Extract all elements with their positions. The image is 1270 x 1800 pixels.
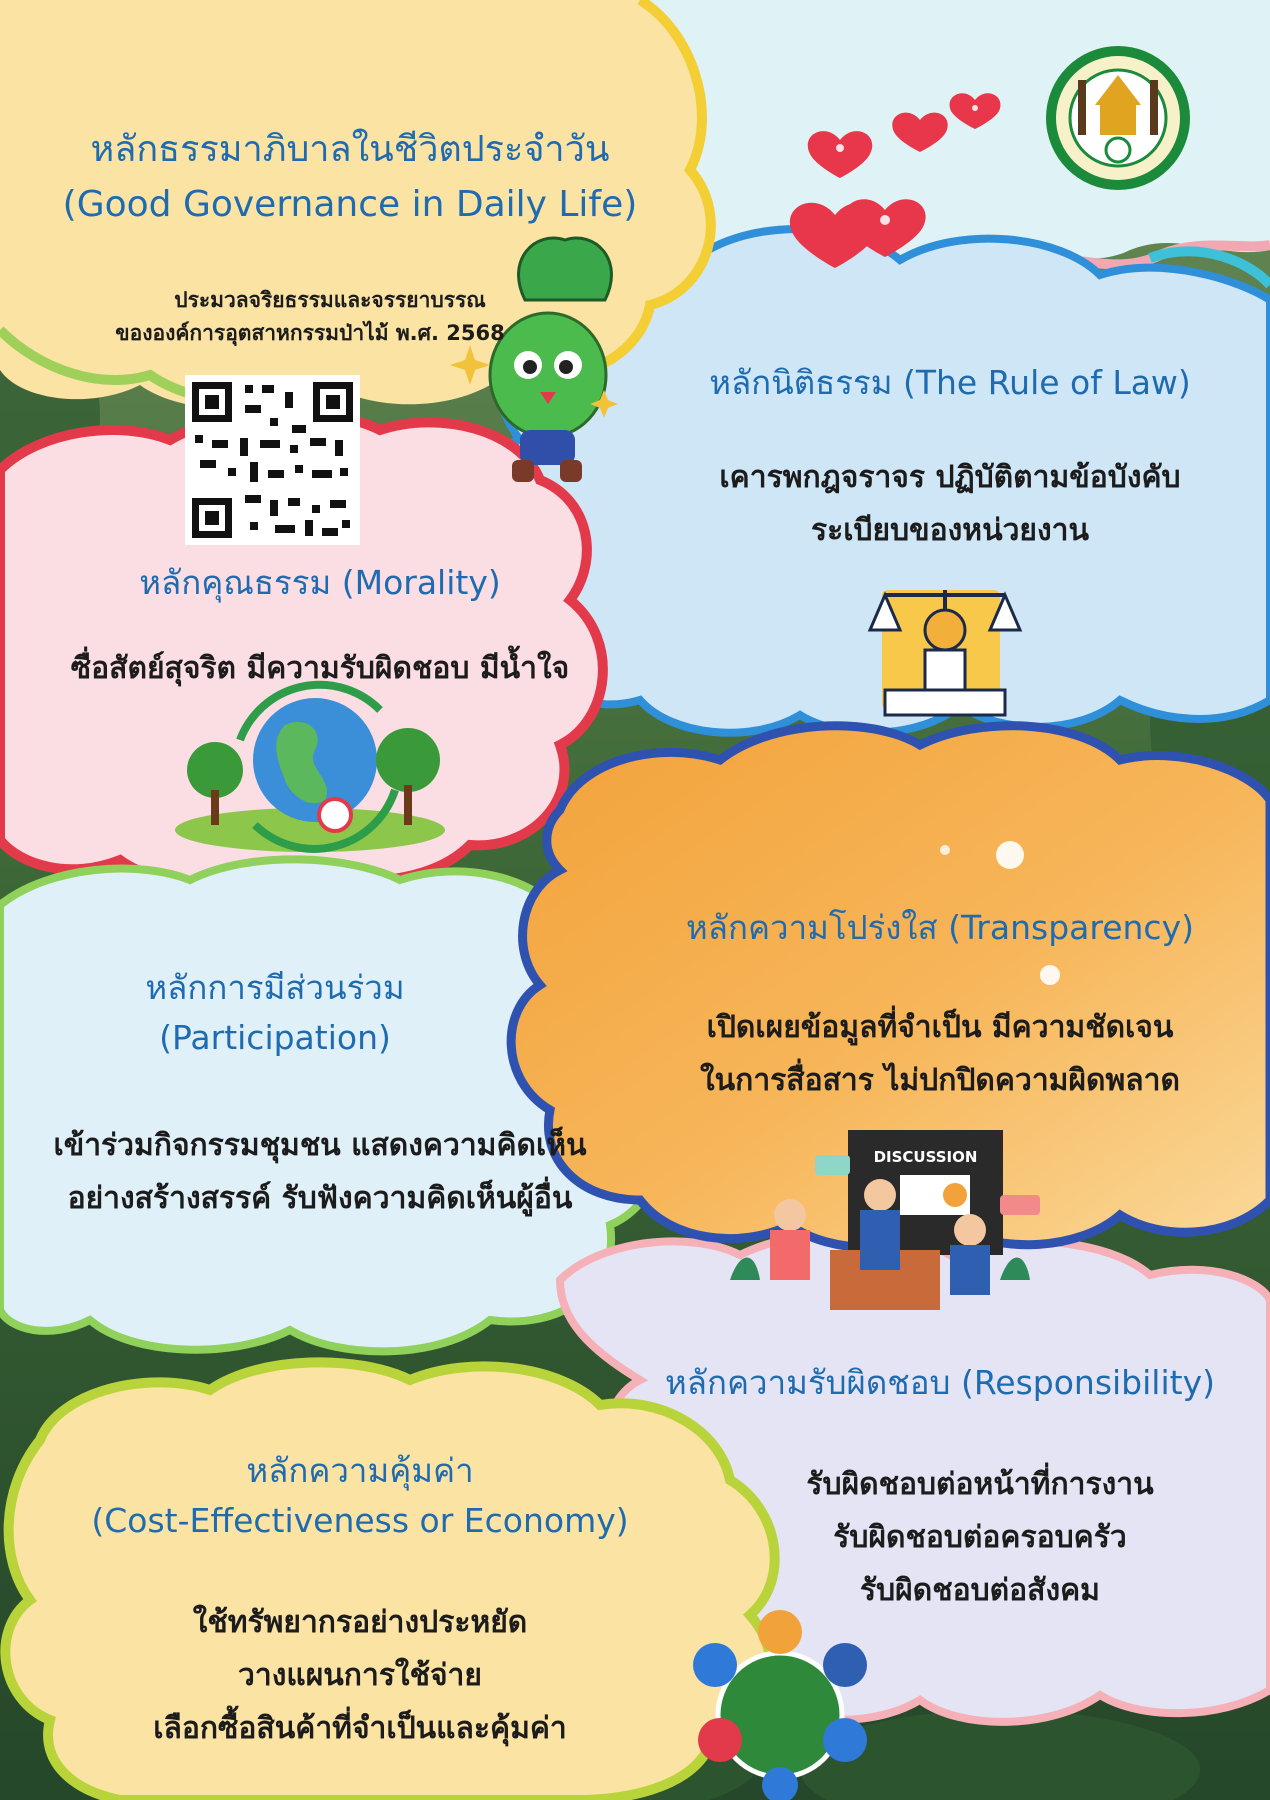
cost-effectiveness-heading: หลักความคุ้มค่า [246, 1451, 474, 1490]
morality-heading: หลักคุณธรรม (Morality) [139, 563, 501, 602]
participation-text-1: เข้าร่วมกิจกรรมชุมชน แสดงความคิดเห็น [53, 1128, 587, 1163]
rule-of-law-heading: หลักนิติธรรม (The Rule of Law) [709, 363, 1191, 402]
cost-effectiveness-text-3: เลือกซื้อสินค้าที่จำเป็นและคุ้มค่า [153, 1711, 567, 1746]
transparency-text-1: เปิดเผยข้อมูลที่จำเป็น มีความชัดเจน [706, 1010, 1174, 1045]
cost-effectiveness-text-1: ใช้ทรัพยากรอย่างประหยัด [192, 1605, 528, 1640]
cost-effectiveness-heading-english: (Cost-Effectiveness or Economy) [91, 1501, 629, 1540]
discussion-board-label: DISCUSSION [873, 1148, 978, 1166]
transparency-text-2: ในการสื่อสาร ไม่ปกปิดความผิดพลาด [700, 1063, 1180, 1098]
responsibility-heading: หลักความรับผิดชอบ (Responsibility) [665, 1363, 1215, 1402]
participation-text-2: อย่างสร้างสรรค์ รับฟังความคิดเห็นผู้อื่น [67, 1181, 573, 1216]
responsibility-text-1: รับผิดชอบต่อหน้าที่การงาน [806, 1467, 1154, 1502]
qr-code-icon [185, 375, 360, 545]
participation-heading-english: (Participation) [159, 1018, 391, 1057]
transparency-heading: หลักความโปร่งใส (Transparency) [686, 908, 1194, 947]
justice-scale-icon [870, 590, 1020, 715]
morality-text: ซื่อสัตย์สุจริต มีความรับผิดชอบ มีน้ำใจ [70, 651, 570, 686]
page-title: หลักธรรมาภิบาลในชีวิตประจำวัน [90, 129, 610, 170]
rule-of-law-text-2: ระเบียบของหน่วยงาน [810, 513, 1090, 548]
page-subtitle-line1: ประมวลจริยธรรมและจรรยาบรรณ [174, 288, 486, 312]
cost-effectiveness-text-2: วางแผนการใช้จ่าย [238, 1658, 482, 1693]
page-subtitle-line2: ขององค์การอุตสาหกรรมป่าไม้ พ.ศ. 2568 [115, 321, 505, 345]
page-title-english: (Good Governance in Daily Life) [62, 184, 638, 225]
organization-seal-icon [1046, 46, 1190, 190]
responsibility-text-3: รับผิดชอบต่อสังคม [860, 1573, 1100, 1608]
participation-heading: หลักการมีส่วนร่วม [145, 968, 405, 1007]
rule-of-law-text-1: เคารพกฎจราจร ปฏิบัติตามข้อบังคับ [719, 460, 1181, 495]
responsibility-text-2: รับผิดชอบต่อครอบครัว [833, 1520, 1127, 1555]
